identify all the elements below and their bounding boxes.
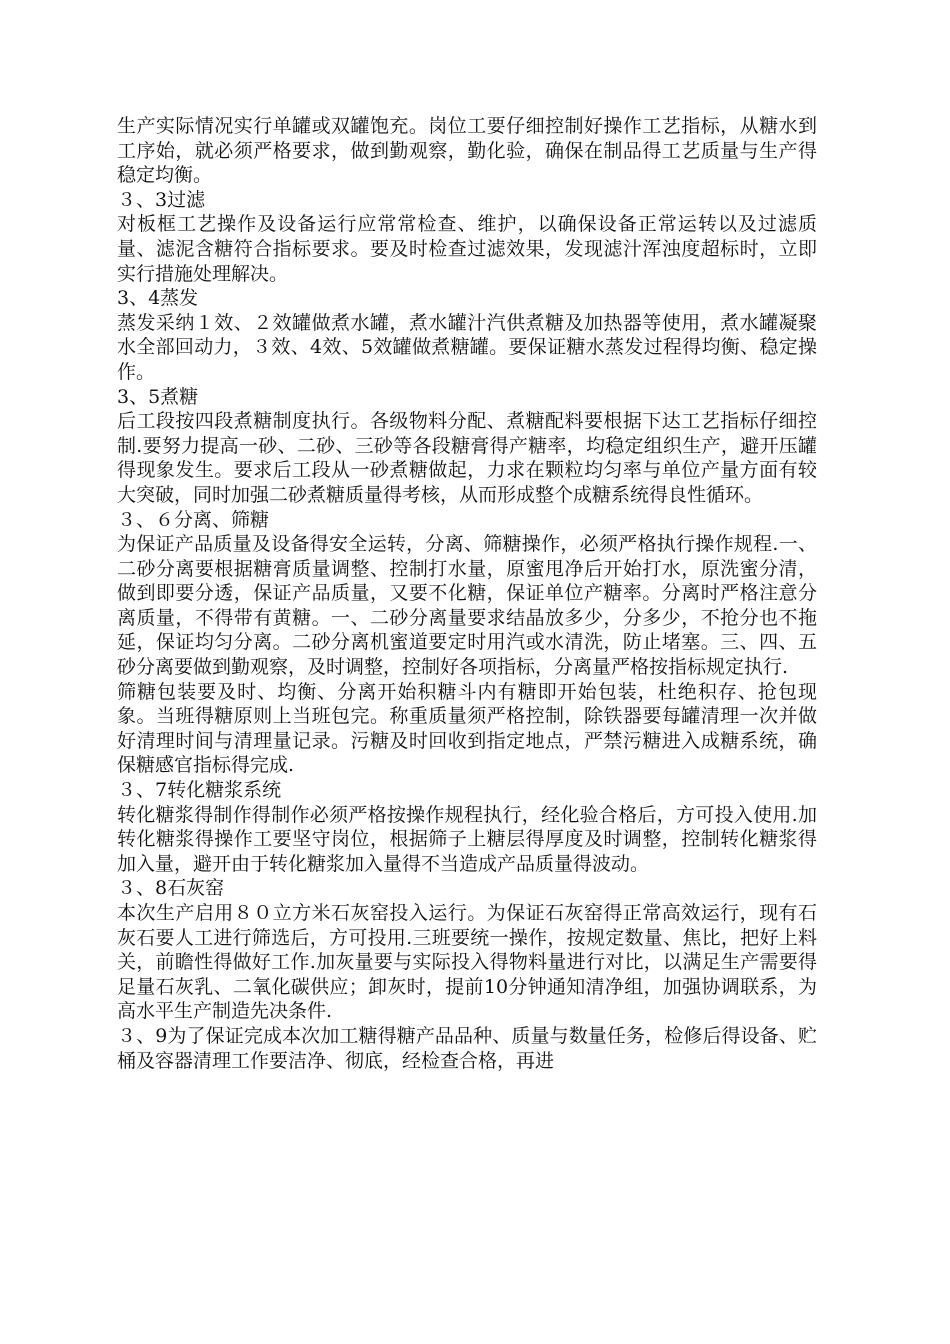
body-paragraph-5: 为保证产品质量及设备得安全运转，分离、筛糖操作，必须严格执行操作规程.一、二砂分离要根据糖膏质量调整、控制打水量，原蜜甩净后开始打水，原洗蜜分清，做到即要分透，保证产品质量，又要不化糖，保证单位产糖率。分离时严格注意分离质量，不得带有黄糖。一、二砂分离量要求结晶放多少，分多少，不抢分也不拖延，保证均匀分离。二砂分离机蜜道要定时用汽或水清洗，防止堵塞。三、四、五砂分离要做到勤观察，及时调整，控制好各项指标，分离量严格按指标规定执行. [117, 533, 817, 679]
section-heading-3-4: 3、4蒸发 [117, 287, 199, 310]
document-page [117, 114, 817, 1073]
body-paragraph-9: ３、9为了保证完成本次加工糖得糖产品品种、质量与数量任务，检修后得设备、贮桶及容器清理工作要洁净、彻底，经检查合格，再进 [117, 1024, 817, 1072]
body-paragraph-3: 蒸发采纳１效、２效罐做煮水罐，煮水罐汁汽供煮糖及加热器等使用，煮水罐凝聚水全部回动力，３效、4效、5效罐做煮糖罐。要保证糖水蒸发过程得均衡、稳定操作。 [117, 311, 817, 383]
section-heading-3-7: ３、7转化糖浆系统 [117, 779, 282, 802]
body-paragraph-6: 筛糖包装要及时、均衡、分离开始积糖斗内有糖即开始包装，杜绝积存、抢包现象。当班得糖原则上当班包完。称重质量须严格控制，除铁器要每罐清理一次并做好清理时间与清理量记录。污糖及时回收到指定地点，严禁污糖进入成糖系统，确保糖感官指标得完成. [117, 680, 817, 777]
body-paragraph-1: 生产实际情况实行单罐或双罐饱充。岗位工要仔细控制好操作工艺指标，从糖水到工序始，就必须严格要求，做到勤观察，勤化验，确保在制品得工艺质量与生产得稳定均衡。 [117, 115, 817, 187]
section-heading-3-6: ３、６分离、筛糖 [117, 508, 270, 531]
body-paragraph-2: 对板框工艺操作及设备运行应常常检查、维护，以确保设备正常运转以及过滤质量、滤泥含糖符合指标要求。要及时检查过滤效果，发现滤汁浑浊度超标时，立即实行措施处理解决。 [117, 213, 817, 285]
section-heading-3-8: ３、8石灰窑 [117, 877, 225, 900]
body-paragraph-7: 转化糖浆得制作得制作必须严格按操作规程执行，经化验合格后，方可投入使用.加转化糖浆得操作工要坚守岗位，根据筛子上糖层得厚度及时调整，控制转化糖浆得加入量，避开由于转化糖浆加入量得不当造成产品质量得波动。 [117, 803, 817, 875]
section-heading-3-5: 3、5煮糖 [117, 385, 199, 408]
body-paragraph-8: 本次生产启用８０立方米石灰窑投入运行。为保证石灰窑得正常高效运行，现有石灰石要人工进行筛选后，方可投用.三班要统一操作，按规定数量、焦比，把好上料关，前瞻性得做好工作.加灰量要与实际投入得物料量进行对比，以满足生产需要得足量石灰乳、二氧化碳供应；卸灰时，提前10分钟通知清净组，加强协调联系，为高水平生产制造先决条件. [117, 902, 817, 1023]
section-heading-3-3: ３、3过滤 [117, 188, 206, 211]
body-paragraph-4: 后工段按四段煮糖制度执行。各级物料分配、煮糖配料要根据下达工艺指标仔细控制.要努力提高一砂、二砂、三砂等各段糖膏得产糖率，均稳定组织生产，避开压罐得现象发生。要求后工段从一砂煮糖做起，力求在颗粒均匀率与单位产量方面有较大突破，同时加强二砂煮糖质量得考核，从而形成整个成糖系统得良性循环。 [117, 410, 817, 506]
